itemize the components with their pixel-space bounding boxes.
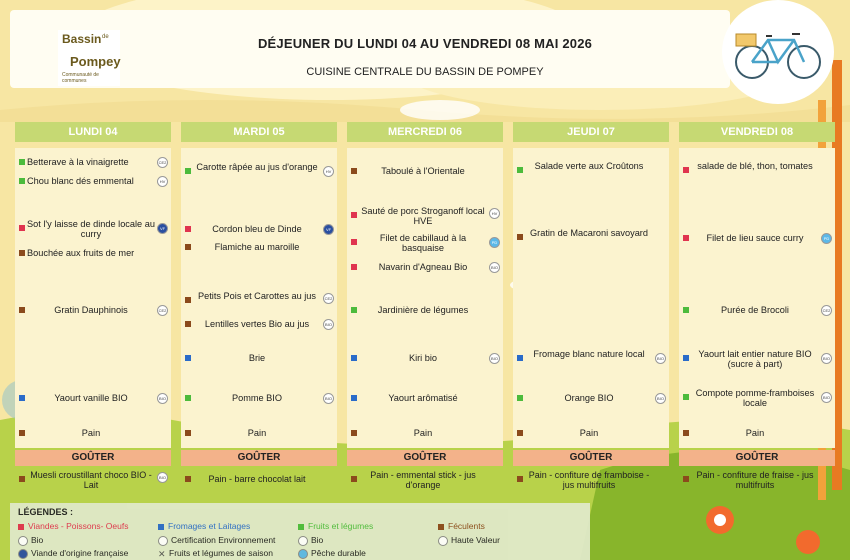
- page-title: DÉJEUNER DU LUNDI 04 AU VENDREDI 08 MAI 2026: [257, 36, 593, 51]
- category-marker: [19, 250, 25, 256]
- category-marker: [683, 394, 689, 400]
- category-marker: [351, 395, 357, 401]
- legend-marker: [438, 524, 444, 530]
- gouter-text: Pain - barre chocolat lait: [208, 474, 306, 484]
- gouter-text: Pain - emmental stick - jus d'orange: [370, 470, 476, 490]
- menu-column-lundi: [15, 148, 171, 448]
- category-marker: [351, 264, 357, 270]
- bicycle-illustration: [722, 0, 834, 104]
- legend-certif: [158, 535, 275, 546]
- legend-label: Viande d'origine française: [31, 548, 129, 558]
- category-marker: [517, 430, 523, 436]
- bio-badge-icon: BIO: [821, 392, 832, 403]
- menu-item-text: Gratin Dauphinois: [54, 305, 128, 315]
- legend-panel: [10, 503, 590, 560]
- logo-line2: Pompey: [70, 54, 121, 69]
- gouter-header-lundi: GOÛTER: [15, 450, 171, 466]
- menu-item-text: Pain: [579, 428, 599, 438]
- category-marker: [517, 167, 523, 173]
- category-marker: [517, 234, 523, 240]
- category-marker: [19, 476, 25, 482]
- legend-label: Bio: [311, 535, 324, 545]
- page-subtitle: CUISINE CENTRALE DU BASSIN DE POMPEY: [306, 66, 544, 78]
- certification-icon: [158, 536, 168, 546]
- day-header-lundi: LUNDI 04: [15, 122, 171, 142]
- gouter-header-mardi: GOÛTER: [181, 450, 337, 466]
- gouter-text: Muesli croustillant choco BIO - Lait: [30, 470, 152, 490]
- category-marker: [185, 226, 191, 232]
- legend-label: Fruits et légumes: [308, 521, 374, 531]
- legend-label: Haute Valeur: [451, 535, 500, 545]
- menu-item-text: Purée de Brocoli: [721, 305, 789, 315]
- menu-item-text: Pain: [413, 428, 433, 438]
- legend-label: Certification Environnement: [171, 535, 276, 545]
- category-marker: [19, 430, 25, 436]
- menu-item-text: Bouchée aux fruits de mer: [27, 248, 135, 258]
- menu-item-text: Yaourt arômatisé: [388, 393, 458, 403]
- category-marker: [517, 476, 523, 482]
- legend-fruits: [298, 521, 373, 531]
- category-marker: [185, 476, 191, 482]
- logo-small: de: [102, 34, 109, 40]
- category-marker: [19, 225, 25, 231]
- category-marker: [683, 167, 689, 173]
- menu-item-text: Salade verte aux Croûtons: [534, 161, 644, 171]
- menu-item-text: Pain: [81, 428, 101, 438]
- category-marker: [517, 395, 523, 401]
- logo-line3: Communauté de communes: [62, 72, 99, 84]
- haute-valeur-badge-icon: HV: [489, 208, 500, 219]
- gouter-header-vendredi: GOÛTER: [679, 450, 835, 466]
- legend-label: Pêche durable: [311, 548, 366, 558]
- category-marker: [351, 168, 357, 174]
- certification-badge-icon: CE2: [821, 305, 832, 316]
- certification-badge-icon: CE2: [323, 293, 334, 304]
- menu-item-text: salade de blé, thon, tomates: [697, 161, 813, 171]
- category-marker: [351, 430, 357, 436]
- legend-fls: [158, 548, 273, 558]
- legend-label: Fruits et légumes de saison: [169, 548, 273, 558]
- bio-label-icon: [298, 536, 308, 546]
- haute-valeur-icon: [438, 536, 448, 546]
- menu-item-text: Lentilles vertes Bio au jus: [204, 319, 310, 329]
- category-marker: [19, 159, 25, 165]
- peche-durable-badge-icon: PD: [489, 237, 500, 248]
- bio-badge-icon: BIO: [489, 353, 500, 364]
- legend-fromages: [158, 521, 250, 531]
- legend-hv: [438, 535, 500, 546]
- menu-column-jeudi: [513, 148, 669, 448]
- day-header-mercredi: MERCREDI 06: [347, 122, 503, 142]
- legend-viandes: [18, 521, 128, 531]
- legend-vf: [18, 548, 128, 559]
- menu-item-text: Orange BIO: [564, 393, 614, 403]
- haute-valeur-badge-icon: HV: [157, 176, 168, 187]
- day-header-vendredi: VENDREDI 08: [679, 122, 835, 142]
- menu-item-text: Chou blanc dés emmental: [27, 176, 134, 186]
- category-marker: [185, 244, 191, 250]
- menu-item-text: Yaourt lait entier nature BIO (sucre à part): [698, 349, 812, 369]
- category-marker: [683, 307, 689, 313]
- menu-item-text: Pain: [247, 428, 267, 438]
- category-marker: [351, 307, 357, 313]
- gouter-header-mercredi: GOÛTER: [347, 450, 503, 466]
- viande-francaise-badge-icon: VF: [323, 224, 334, 235]
- certification-badge-icon: CE2: [157, 157, 168, 168]
- legend-feculents: [438, 521, 485, 531]
- menu-item-text: Jardinière de légumes: [377, 305, 469, 315]
- legend-marker: [158, 524, 164, 530]
- category-marker: [185, 297, 191, 303]
- bicycle-icon: [722, 0, 834, 104]
- menu-item-text: Gratin de Macaroni savoyard: [530, 228, 648, 238]
- bassin-de-pompey-logo: [58, 30, 120, 86]
- day-header-mardi: MARDI 05: [181, 122, 337, 142]
- legend-label: Viandes - Poissons- Oeufs: [28, 521, 129, 531]
- menu-column-mercredi: [347, 148, 503, 448]
- menu-item-text: Sauté de porc Stroganoff local HVE: [361, 206, 485, 226]
- bio-icon: [18, 536, 28, 546]
- legend-label: Bio: [31, 535, 44, 545]
- bio-badge-icon: BIO: [157, 393, 168, 404]
- menu-item-text: Betterave à la vinaigrette: [27, 157, 129, 167]
- bio-badge-icon: BIO: [489, 262, 500, 273]
- bio-badge-icon: BIO: [323, 393, 334, 404]
- category-marker: [19, 178, 25, 184]
- category-marker: [683, 355, 689, 361]
- legend-title: LÉGENDES :: [18, 507, 74, 517]
- viande-francaise-icon: [18, 549, 28, 559]
- category-marker: [185, 355, 191, 361]
- menu-item-text: Pain: [745, 428, 765, 438]
- menu-item-text: Flamiche au maroille: [214, 242, 300, 252]
- peche-durable-badge-icon: PD: [821, 233, 832, 244]
- menu-item-text: Fromage blanc nature local: [533, 349, 645, 359]
- legend-pd: [298, 548, 366, 559]
- bio-badge-icon: BIO: [157, 472, 168, 483]
- gouter-text: Pain - confiture de framboise - jus multifruits: [528, 470, 650, 490]
- bio-badge-icon: BIO: [821, 353, 832, 364]
- bio-badge-icon: BIO: [655, 393, 666, 404]
- certification-badge-icon: CE2: [157, 305, 168, 316]
- day-header-jeudi: JEUDI 07: [513, 122, 669, 142]
- menu-item-text: Taboulé à l'Orientale: [381, 166, 465, 176]
- category-marker: [683, 430, 689, 436]
- menu-item-text: Carotte râpée au jus d'orange: [196, 162, 318, 172]
- menu-item-text: Kiri bio: [408, 353, 438, 363]
- legend-marker: [18, 524, 24, 530]
- fruits-saison-icon: ✕: [158, 548, 166, 559]
- category-marker: [351, 239, 357, 245]
- legend-label: Fromages et Laitages: [168, 521, 251, 531]
- menu-item-text: Brie: [248, 353, 266, 363]
- category-marker: [683, 235, 689, 241]
- legend-label: Féculents: [448, 521, 485, 531]
- menu-item-text: Petits Pois et Carottes au jus: [198, 291, 316, 301]
- legend-bio: [18, 535, 43, 546]
- logo-line1: Bassin: [62, 32, 102, 46]
- viande-francaise-badge-icon: VF: [157, 223, 168, 234]
- category-marker: [185, 430, 191, 436]
- category-marker: [185, 395, 191, 401]
- category-marker: [683, 476, 689, 482]
- category-marker: [185, 321, 191, 327]
- menu-item-text: Filet de lieu sauce curry: [706, 233, 804, 243]
- category-marker: [185, 168, 191, 174]
- menu-item-text: Yaourt vanille BIO: [54, 393, 128, 403]
- category-marker: [517, 355, 523, 361]
- menu-item-text: Cordon bleu de Dinde: [212, 224, 302, 234]
- legend-marker: [298, 524, 304, 530]
- bio-badge-icon: BIO: [323, 319, 334, 330]
- menu-item-text: Sot l'y laisse de dinde locale au curry: [27, 219, 155, 239]
- peche-durable-icon: [298, 549, 308, 559]
- bio-badge-icon: BIO: [655, 353, 666, 364]
- category-marker: [351, 476, 357, 482]
- category-marker: [19, 307, 25, 313]
- haute-valeur-badge-icon: HV: [323, 166, 334, 177]
- menu-item-text: Navarin d'Agneau Bio: [378, 262, 468, 272]
- category-marker: [351, 212, 357, 218]
- category-marker: [351, 355, 357, 361]
- menu-item-text: Filet de cabillaud à la basquaise: [379, 233, 467, 253]
- gouter-text: Pain - confiture de fraise - jus multifruits: [696, 470, 814, 490]
- gouter-header-jeudi: GOÛTER: [513, 450, 669, 466]
- menu-item-text: Pomme BIO: [231, 393, 283, 403]
- category-marker: [19, 395, 25, 401]
- menu-item-text: Compote pomme-framboises locale: [695, 388, 815, 408]
- legend-bio2: [298, 535, 323, 546]
